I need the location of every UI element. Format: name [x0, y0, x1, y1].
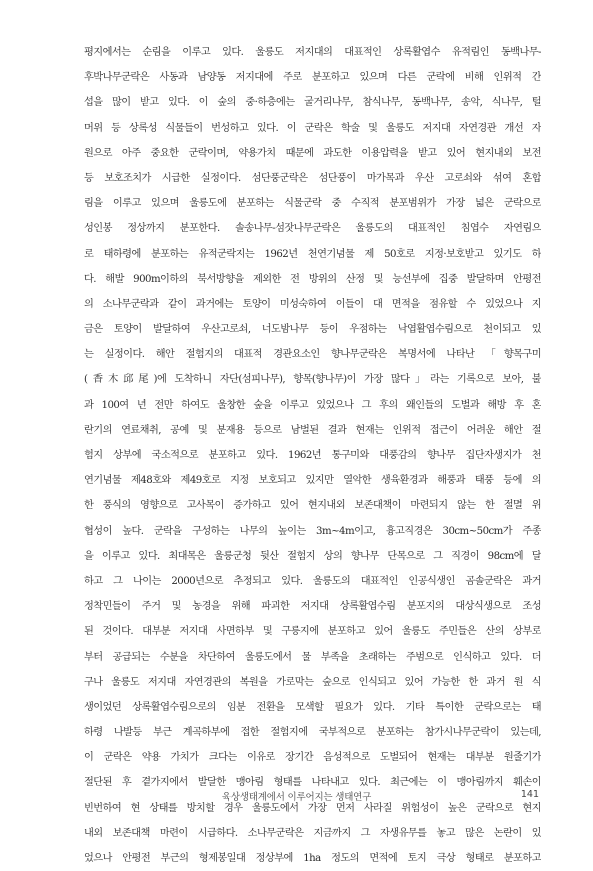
text-line: 정착민들이 주거 및 농경을 위해 파괴한 저지대 상록활엽수림 분포지의 대상식생으로 조성 [84, 601, 541, 613]
text-line: 는 실정이다. 해안 절험지의 대표적 경관요소인 향나무군락은 복명서에 나타난 「향목구미 [84, 349, 541, 361]
text-line: 성인봉 정상까지 분포한다. 솔송나무-섬잣나무군락은 울릉도의 대표적인 침엽수 자연림으 [84, 223, 541, 235]
text-line: 구나 울릉도 저지대 자연경관의 복원을 가로막는 숲으로 인식되고 있어 가능한 한 과거 원 식 [84, 676, 541, 688]
text-line: 내외 보존대책 마련이 시급하다. 소나무군락은 지금까지 그 자생유무를 놓고 많은 논란이 있 [84, 827, 541, 839]
footer-title: 육상생태계에서 이루어지는 생태연구 [221, 792, 372, 803]
text-line: 금은 토양이 발달하여 우산고로쇠, 너도밤나무 등이 우점하는 낙엽활엽수림으로 천이되고 있 [84, 324, 541, 336]
text-line: 로 태하령에 분포하는 유적군락지는 1962년 천연기념물 제 50호로 지정·보호받고 있기도 하 [84, 248, 541, 260]
text-line: 과 100여 년 전만 하여도 울창한 숲을 이루고 있었으나 그 후의 왜인들의 도벌과 해방 후 혼 [84, 399, 541, 411]
text-line: 하령 나발등 부근 계곡하부에 접한 절험지에 국부적으로 분포하는 참가시나무군락이 있는데, [84, 727, 541, 739]
text-line: 림을 이루고 있으며 울릉도에 분포하는 식물군락 중 수직적 분포범위가 가장 넓은 군락으로 [84, 198, 541, 210]
text-line: (香木邱尾)에 도착하니 자단(섬피나무), 향목(향나무)이 가장 많다」라는 기록으로 보아, 불 [84, 374, 541, 386]
text-line: 절단된 후 곁가지에서 발달한 맹아림 형태를 나타내고 있다. 최근에는 이 맹아림까지 훼손이 [84, 777, 541, 789]
text-line: 생이었던 상록활엽수림으로의 임분 전환을 모색할 필요가 있다. 기타 특이한 군락으로는 태 [84, 701, 541, 713]
text-line: 연기념물 제48호와 제49호로 지정 보호되고 있지만 열악한 생육환경과 해풍과 태풍 등에 의 [84, 475, 541, 487]
text-line: 의 소나무군락과 같이 과거에는 토양이 미성숙하여 이들이 대 면적을 점유할 수 있었으나 지 [84, 298, 541, 310]
text-line: 머위 등 상록성 식물들이 번성하고 있다. 이 군락은 학술 및 울릉도 저지대 자연경관 개선 자 [84, 122, 541, 134]
text-line: 빈번하여 현 상태를 방치할 경우 울릉도에서 가장 먼저 사라질 위험성이 높은 군락으로 현지 [84, 802, 541, 814]
text-line: 섭을 많이 받고 있다. 이 숲의 중·하층에는 굴거리나무, 참식나무, 동백나무, 송악, 식나무, 털 [84, 97, 541, 109]
text-line: 원으로 아주 중요한 군락이며, 약용가치 때문에 과도한 이용압력을 받고 있어 현지내외 보전 [84, 147, 541, 159]
text-line: 한 풍식의 영향으로 고사목이 증가하고 있어 현지내외 보존대책이 마련되지 않는 한 절멸 위 [84, 500, 541, 512]
page-number: 141 [520, 789, 539, 800]
text-line: 된 것이다. 대부분 저지대 사면하부 및 구릉지에 분포하고 있어 울릉도 주민들은 산의 상부로 [84, 626, 541, 638]
text-line: 험지 상부에 국소적으로 분포하고 있다. 1962년 통구미와 대풍감의 향나무 집단자생지가 천 [84, 450, 541, 461]
text-line: 란기의 연료채취, 공예 및 분재용 등으로 남벌된 결과 현재는 인위적 접근이 어려운 해안 절 [84, 424, 541, 436]
text-line: 후박나무군락은 사동과 남양동 저지대에 주로 분포하고 있으며 다른 군락에 비해 인위적 간 [84, 72, 541, 84]
text-line: 등 보호조치가 시급한 실정이다. 섬단풍군락은 섬단풍이 마가목과 우산 고로쇠와 섞여 혼합 [84, 172, 541, 184]
text-line: 었으나 안평전 부근의 형제봉일대 정상부에 1ha 정도의 면적에 토지 극상 형태로 분포하고 [84, 853, 541, 864]
text-line: 을 이루고 있다. 최대목은 울릉군청 뒷산 절험지 상의 향나무 단목으로 그 직경이 98cm에 달 [84, 550, 541, 562]
text-line: 이 군락은 약용 가치가 크다는 이유로 장기간 음성적으로 도벌되어 현재는 대부분 원줄기가 [84, 752, 541, 764]
text-line: 평지에서는 순림을 이루고 있다. 울릉도 저지대의 대표적인 상록활엽수 유적림인 동백나무- [84, 47, 541, 58]
text-line: 다. 해발 900m이하의 북서방향을 제외한 전 방위의 산정 및 능선부에 집중 발달하며 안평전 [84, 273, 541, 285]
page-footer [0, 789, 593, 805]
text-line: 부터 공급되는 수분을 차단하여 울릉도에서 물 부족을 초래하는 주범으로 인식하고 있다. 더 [84, 651, 541, 663]
body-text [84, 40, 541, 871]
text-line: 협성이 높다. 군락을 구성하는 나무의 높이는 3m~4m이고, 흉고직경은 30cm~50cm가 주종 [84, 525, 541, 537]
text-line: 하고 그 나이는 2000년으로 추정되고 있다. 울릉도의 대표적인 인공식생인 곰솔군락은 과거 [84, 575, 541, 587]
